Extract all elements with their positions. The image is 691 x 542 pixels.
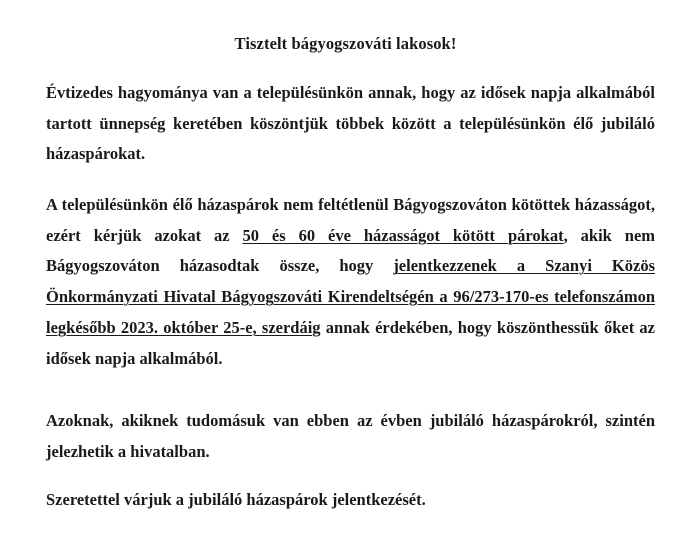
- request-text-intro: A településünkön élő házaspárok nem feltétlenül Bágyogszováton kötöttek házasságot, ezért kérjük azokat az: [46, 195, 655, 245]
- paragraph-closing: Szeretettel várjuk a jubiláló házaspárok jelentkezését.: [46, 490, 426, 509]
- letter-title: Tisztelt bágyogszováti lakosok!: [234, 34, 457, 53]
- underlined-contact-instructions: jelentkezzenek a Szanyi Közös Önkormányzati Hivatal Bágyogszováti Kirendeltségén a 96/273-170-es telefonszámon legkésőbb 2023. október 25-e, szerdáig: [46, 256, 655, 337]
- underlined-couples-phrase: 50 és 60 éve házasságot kötött párokat: [242, 225, 564, 245]
- paragraph-request: [46, 190, 655, 374]
- paragraph-tradition: Évtizedes hagyománya van a településünkön annak, hogy az idősek napja alkalmából tartott ünnepség keretében köszöntjük többek között a településünkön élő jubiláló házaspárokat.: [46, 83, 655, 164]
- request-text-end: annak érdekében, hogy köszönthessük őket az idősek napja alkalmából.: [46, 317, 655, 368]
- paragraph-notify: Azoknak, akiknek tudomásuk van ebben az évben jubiláló házaspárokról, szintén jelezhetik a hivatalban.: [46, 411, 655, 461]
- request-text-middle: , akik nem Bágyogszováton házasodtak össze, hogy: [46, 225, 656, 276]
